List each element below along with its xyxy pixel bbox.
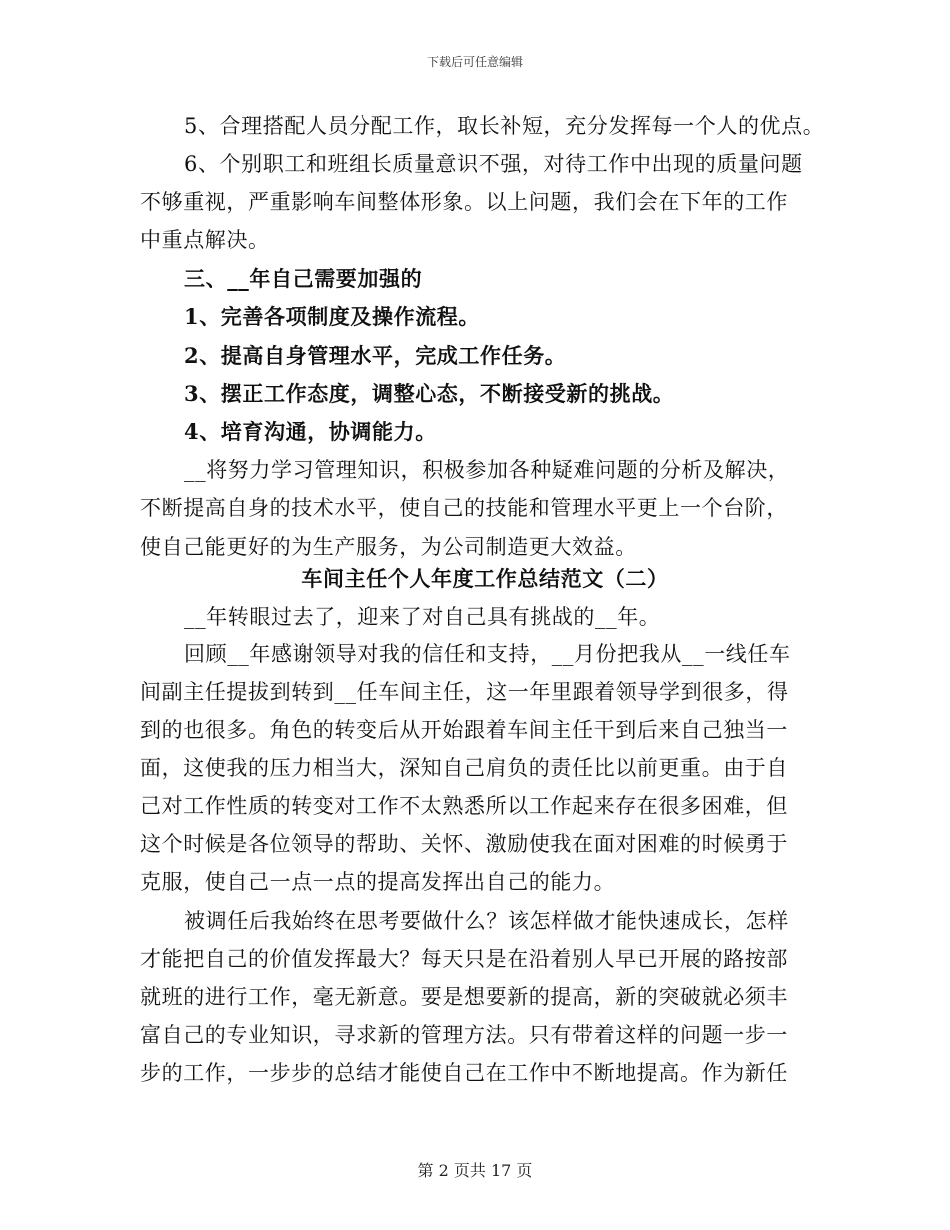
text-line: 6、个别职工和班组长质量意识不强，对待工作中出现的质量问题 [184, 152, 803, 176]
text-line: 克服，使自己一点一点的提高发挥出自己的能力。 [140, 870, 616, 894]
text-line: 不够重视，严重影响车间整体形象。以上问题，我们会在下年的工作 [140, 190, 788, 214]
text-line: 间副主任提拔到转到__任车间主任，这一年里跟着领导学到很多，得 [140, 680, 789, 704]
text-line: __年转眼过去了，迎来了对自己具有挑战的__年。 [184, 605, 661, 629]
text-line: 5、合理搭配人员分配工作，取长补短，充分发挥每一个人的优点。 [184, 114, 825, 138]
text-line: __将努力学习管理知识，积极参加各种疑难问题的分析及解决， [184, 458, 790, 482]
text-line: 回顾__年感谢领导对我的信任和支持，__月份把我从__一线任车 [184, 642, 791, 666]
page-header: 下载后可任意编辑 [426, 55, 523, 69]
text-line: 被调任后我始终在思考要做什么？该怎样做才能快速成长，怎样 [184, 909, 789, 933]
text-line: 中重点解决。 [140, 228, 270, 252]
text-line: 步的工作，一步步的总结才能使自己在工作中不断地提高。作为新任 [140, 1061, 788, 1085]
text-line: 才能把自己的价值发挥最大？每天只是在沿着别人早已开展的路按部 [140, 947, 788, 971]
list-item: 4、培育沟通，协调能力。 [184, 419, 437, 444]
page-footer: 第 2 页共 17 页 [417, 1161, 533, 1180]
text-line: 己对工作性质的转变对工作不太熟悉所以工作起来存在很多困难，但 [140, 794, 788, 818]
text-line: 使自己能更好的为生产服务，为公司制造更大效益。 [140, 535, 637, 559]
document-title: 车间主任个人年度工作总结范文（二） [301, 566, 669, 591]
text-line: 面，这使我的压力相当大，深知自己肩负的责任比以前更重。由于自 [140, 756, 788, 780]
section-heading: 三、__年自己需要加强的 [184, 266, 423, 291]
list-item: 3、摆正工作态度，调整心态，不断接受新的挑战。 [184, 381, 675, 406]
list-item: 1、完善各项制度及操作流程。 [184, 304, 481, 329]
list-item: 2、提高自身管理水平，完成工作任务。 [184, 343, 567, 368]
text-line: 到的也很多。角色的转变后从开始跟着车间主任干到后来自己独当一 [140, 718, 788, 742]
text-line: 富自己的专业知识，寻求新的管理方法。只有带着这样的问题一步一 [140, 1023, 788, 1047]
text-line: 就班的进行工作，毫无新意。要是想要新的提高，新的突破就必须丰 [140, 985, 788, 1009]
text-line: 这个时候是各位领导的帮助、关怀、激励使我在面对困难的时候勇于 [140, 832, 788, 856]
text-line: 不断提高自身的技术水平，使自己的技能和管理水平更上一个台阶， [140, 496, 788, 520]
